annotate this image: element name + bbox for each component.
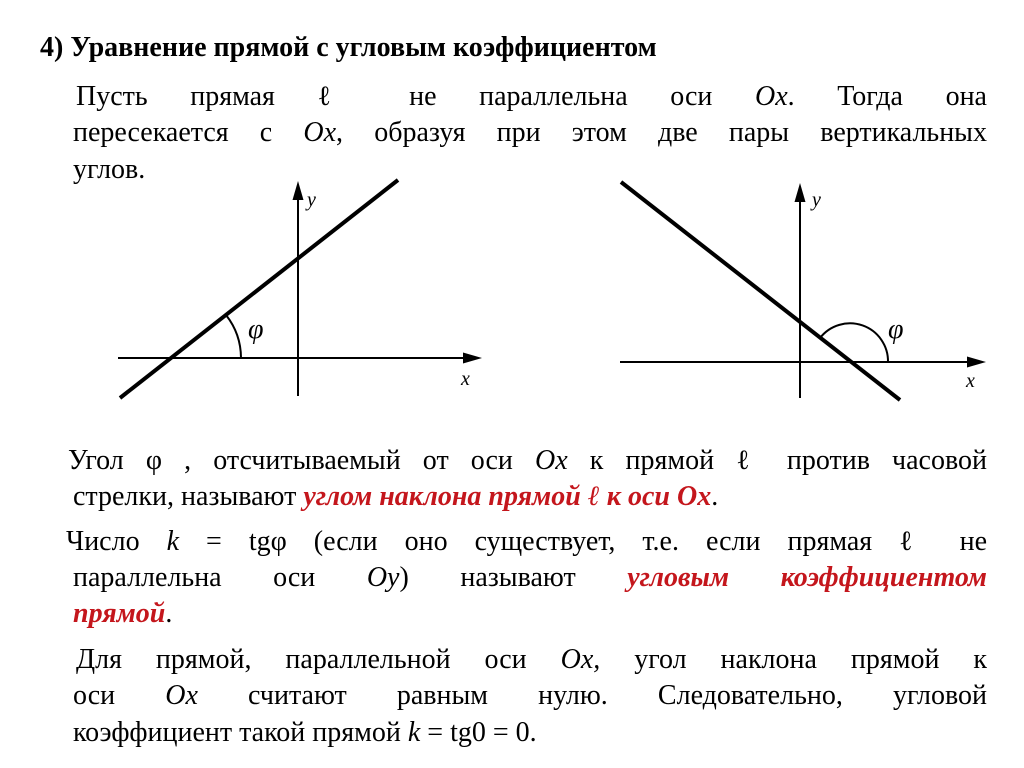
angle-arc (820, 323, 888, 362)
math-symbol: Ox (303, 117, 337, 148)
text-run: Число (66, 526, 167, 557)
y-axis-arrowhead (795, 183, 806, 202)
text-line (73, 560, 987, 596)
x-axis-arrowhead (967, 357, 986, 368)
text-run: стрелки, называют (73, 481, 304, 512)
text-line (73, 678, 987, 714)
math-symbol: Ox (754, 81, 788, 112)
x-axis-label: x (966, 370, 975, 392)
right-diagram (620, 182, 986, 400)
text-run: , образуя при этом две пары вертикальных (336, 117, 987, 148)
text-run: оси (73, 680, 166, 711)
text-line (66, 524, 987, 560)
text-run: коэффициент такой прямой (73, 717, 408, 748)
text-run: Для прямой, параллельной оси (76, 644, 561, 675)
angle-label: φ (888, 314, 904, 345)
text-line (73, 152, 145, 188)
text-run: . Тогда она (787, 81, 987, 112)
text-run: Угол φ , отсчитываемый от оси (68, 445, 536, 476)
math-symbol: Ox (535, 445, 568, 476)
text-run: углов. (73, 154, 146, 185)
angle-label: φ (248, 314, 264, 345)
text-run: параллельна оси (73, 562, 367, 593)
text-run: ) называют (399, 562, 628, 593)
x-axis-label: x (461, 368, 470, 390)
text-line (68, 443, 987, 479)
angle-arc (226, 315, 241, 358)
page-title: 4) Уравнение прямой с угловым коэффициентом (40, 32, 657, 63)
math-symbol: k (166, 526, 180, 557)
highlighted-term: углом наклона прямой ℓ к оси Ox (303, 481, 712, 512)
text-line (73, 479, 718, 515)
text-line (73, 596, 172, 632)
line-l (621, 182, 900, 400)
text-run: = tgφ (если оно существует, т.е. если прямая ℓ не (179, 526, 988, 557)
highlighted-term: прямой (73, 598, 166, 629)
line-l (120, 180, 398, 398)
y-axis-label: y (812, 189, 821, 211)
left-diagram (118, 180, 482, 398)
x-axis-arrowhead (463, 353, 482, 364)
text-run: пересекается с (73, 117, 304, 148)
text-line (76, 79, 987, 115)
text-run: считают равным нулю. Следовательно, угловой (197, 680, 987, 711)
text-run: . (711, 481, 719, 512)
y-axis-arrowhead (293, 181, 304, 200)
highlighted-term: угловым коэффициентом (627, 562, 987, 593)
text-line (76, 642, 987, 678)
text-run: . (165, 598, 173, 629)
text-run: к прямой ℓ против часовой (567, 445, 987, 476)
math-symbol: Ox (165, 680, 198, 711)
math-symbol: Ox, (560, 644, 601, 675)
text-run: Пусть прямая ℓ не параллельна оси (76, 81, 755, 112)
text-run: угол наклона прямой к (600, 644, 987, 675)
y-axis-label: y (307, 189, 316, 211)
math-symbol: Oy (366, 562, 400, 593)
math-symbol: k (407, 717, 421, 748)
text-run: = tg0 = 0. (420, 717, 537, 748)
text-line (73, 715, 537, 751)
text-line (73, 115, 987, 151)
